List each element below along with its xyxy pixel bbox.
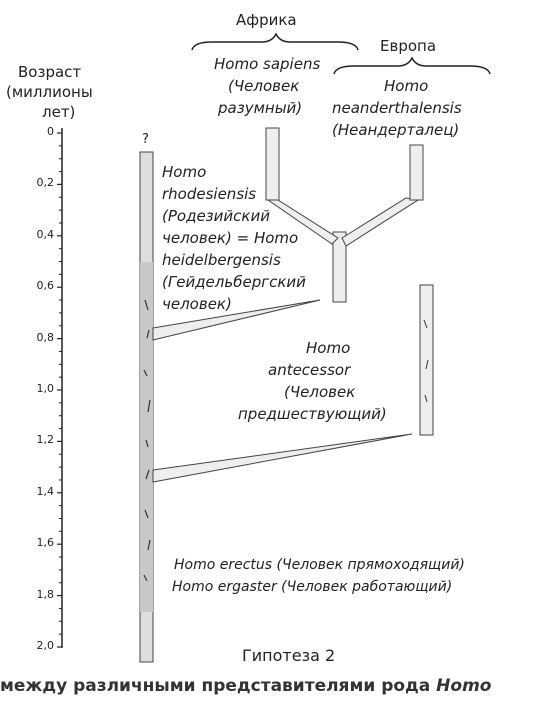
rhodesiensis-label-line3: (Родезийский <box>162 207 270 225</box>
footer-caption <box>0 676 534 696</box>
ergaster-label: Homo ergaster (Человек работающий) <box>172 579 453 595</box>
antecessor-trunk <box>420 285 433 435</box>
rhodesiensis-label-line6: (Гейдельбергский <box>162 273 306 291</box>
axis-tick-label: 1,0 <box>36 382 54 395</box>
axis-tick-label: 1,6 <box>36 536 54 550</box>
antecessor-branch <box>153 434 412 482</box>
antecessor-label-line4: предшествующий) <box>238 405 387 423</box>
axis-tick-label: 0,4 <box>36 227 54 241</box>
hypothesis-caption: Гипотеза 2 <box>242 646 336 665</box>
rhodesiensis-label-line7: человек) <box>162 295 232 313</box>
erectus-trunk-shade <box>140 262 153 612</box>
axis-tick-label: 1,2 <box>36 433 54 447</box>
neanderthal-label-line1: Homo <box>384 77 429 95</box>
axis-tick-label: 1,8 <box>36 587 54 601</box>
neanderthal-fork <box>342 198 418 246</box>
sapiens-trunk <box>266 128 279 200</box>
rhodesiensis-label-line2: rhodesiensis <box>162 185 257 203</box>
axis-tick-label: 0,8 <box>36 330 54 344</box>
axis-tick-label: 0 <box>47 125 54 138</box>
rhodesiensis-label-line5: heidelbergensis <box>162 251 281 269</box>
rhodesiensis-label-line4: человек) = Homo <box>162 229 299 247</box>
neanderthal-label-line2: neanderthalensis <box>332 99 462 117</box>
sapiens-label-line1: Homo sapiens <box>214 55 321 73</box>
rhodesiensis-label-line1: Homo <box>162 163 207 181</box>
age-axis-ticks <box>57 133 62 647</box>
axis-title-line1: Возраст <box>18 63 82 81</box>
question-mark: ? <box>142 132 149 147</box>
neanderthal-trunk <box>410 145 423 200</box>
axis-tick-label: 0,2 <box>36 176 54 190</box>
axis-tick-label: 2,0 <box>36 639 54 652</box>
axis-title-line3: лет) <box>42 103 76 121</box>
footer-genus: Homo <box>436 676 492 696</box>
antecessor-label-line3: (Человек <box>284 383 356 401</box>
antecessor-label-line1: Homo <box>306 339 351 357</box>
axis-title-line2: (миллионы <box>6 83 93 101</box>
neanderthal-label-line3: (Неандерталец) <box>332 121 460 139</box>
sapiens-label-line3: разумный) <box>218 99 303 117</box>
axis-tick-label: 0,6 <box>36 279 54 293</box>
region-africa: Африка <box>236 11 297 29</box>
axis-tick-label: 1,4 <box>36 484 54 498</box>
africa-brace <box>192 34 358 50</box>
antecessor-label-line2: antecessor <box>268 361 351 379</box>
erectus-label: Homo erectus (Человек прямоходящий) <box>174 557 465 573</box>
sapiens-label-line2: (Человек <box>228 77 300 95</box>
footer-text: между различными представителями рода <box>0 676 437 696</box>
region-europe: Европа <box>380 37 437 55</box>
europe-brace <box>334 58 490 74</box>
